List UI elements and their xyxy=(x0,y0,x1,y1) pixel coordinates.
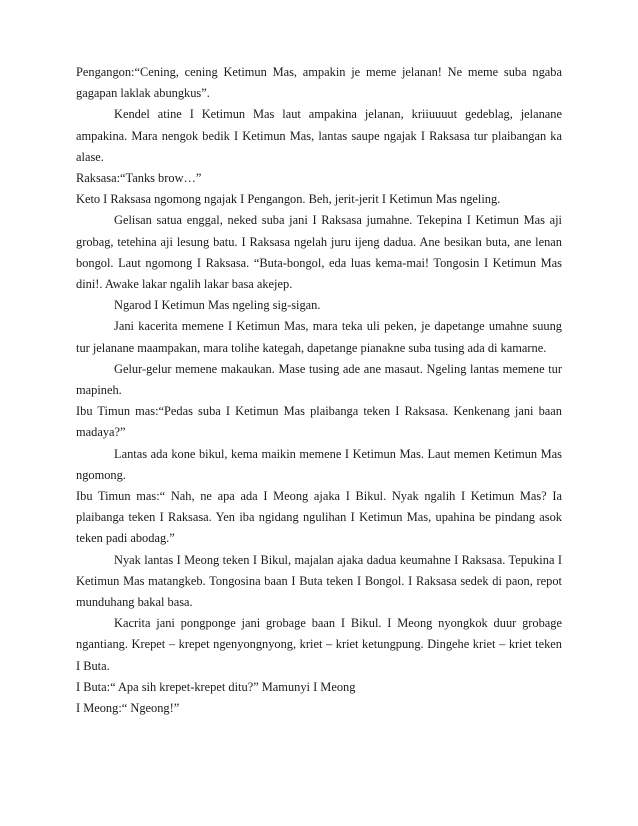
paragraph: Keto I Raksasa ngomong ngajak I Pengangon. Beh, jerit-jerit I Ketimun Mas ngeling. xyxy=(76,192,501,207)
paragraph: I Buta:“ Apa sih krepet-krepet ditu?” Mamunyi I Meong xyxy=(76,679,356,694)
paragraph: Nyak lantas I Meong teken I Bikul, majalan ajaka dadua keumahne I Raksasa. Tepukina I Ketimun Mas matangkeb. Tongosina baan I Buta teken I Bongol. I Raksasa sedek di paon, repot munduhang bakal basa. xyxy=(76,552,562,610)
paragraph: Ibu Timun mas:“ Nah, ne apa ada I Meong ajaka I Bikul. Nyak ngalih I Ketimun Mas? Ia plaibanga teken I Raksasa. Yen iba ngidang ngulihan I Ketimun Mas, upahina be pindang asok teken padi abodag.” xyxy=(76,489,562,546)
paragraph: Ibu Timun mas:“Pedas suba I Ketimun Mas plaibanga teken I Raksasa. Kenkenang jani baan madaya?” xyxy=(76,404,562,440)
paragraph: I Meong:“ Ngeong!” xyxy=(76,701,180,716)
paragraph: Lantas ada kone bikul, kema maikin memene I Ketimun Mas. Laut memen Ketimun Mas ngomong. xyxy=(76,446,562,482)
paragraph: Jani kacerita memene I Ketimun Mas, mara teka uli peken, je dapetange umahne suung tur jelanane maampakan, mara tolihe kategah, dapetange pianakne suba tusing ada di kamarne. xyxy=(76,319,562,355)
paragraph: Raksasa:“Tanks brow…” xyxy=(76,171,202,186)
paragraph: Kacrita jani pongponge jani grobage baan I Bikul. I Meong nyongkok duur grobage ngantiang. Krepet – krepet ngenyongnyong, kriet – kriet ketungpung. Dingehe kriet – kriet teken I Buta. xyxy=(76,616,562,673)
paragraph: Kendel atine I Ketimun Mas laut ampakina jelanan, kriiuuuut gedeblag, jelanane ampakina. Mara nengok bedik I Ketimun Mas, lantas saupe ngajak I Raksasa tur plaibangan ka alase. xyxy=(76,107,562,164)
paragraph: Pengangon:“Cening, cening Ketimun Mas, ampakin je meme jelanan! Ne meme suba ngaba gagapan laklak abungkus”. xyxy=(76,65,562,101)
paragraph: Gelur-gelur memene makaukan. Mase tusing ade ane masaut. Ngeling lantas memene tur mapineh. xyxy=(76,361,562,398)
document-body xyxy=(76,62,562,719)
paragraph: Gelisan satua enggal, neked suba jani I Raksasa jumahne. Tekepina I Ketimun Mas aji grobag, tetehina aji lesung batu. I Raksasa ngelah juru ijeng dadua. Ane besikan buta, ane lenan bongol. Laut ngomong I Raksasa. “Buta-bongol, eda luas kema-mai! Tongosin I Ketimun Mas dini!. Awake lakar ngalih lakar basa akejep. xyxy=(76,213,562,292)
paragraph: Ngarod I Ketimun Mas ngeling sig-sigan. xyxy=(114,298,321,313)
